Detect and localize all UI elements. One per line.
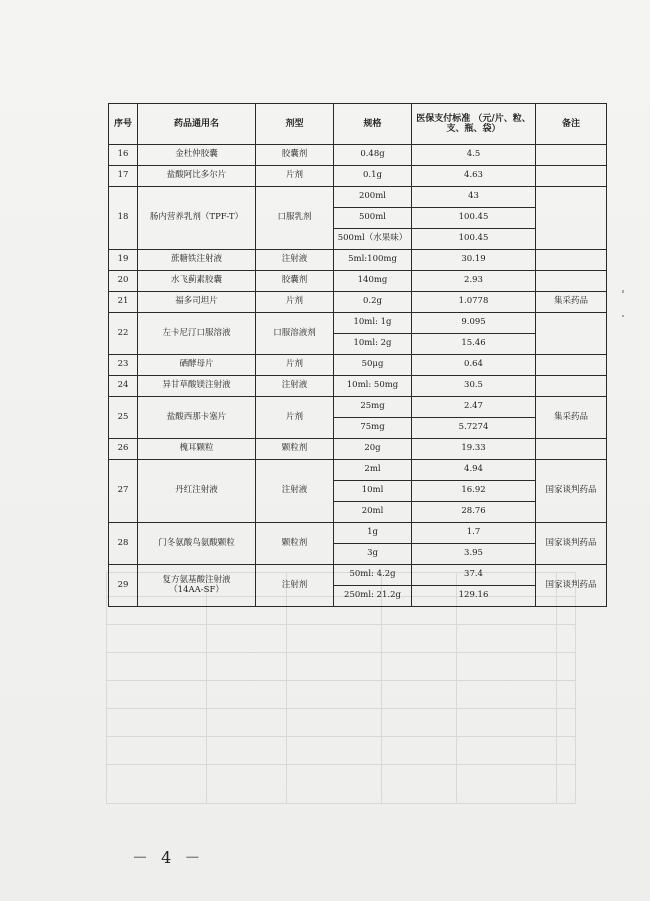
header-name: 药品通用名 — [138, 104, 256, 145]
cell-price: 43 — [412, 187, 536, 208]
cell-price: 4.63 — [412, 166, 536, 187]
cell-no: 29 — [109, 565, 138, 607]
cell-name: 左卡尼汀口服溶液 — [138, 313, 256, 355]
cell-note — [536, 376, 607, 397]
cell-price: 28.76 — [412, 502, 536, 523]
cell-note — [536, 271, 607, 292]
cell-spec: 2ml — [334, 460, 412, 481]
cell-spec: 200ml — [334, 187, 412, 208]
cell-no: 16 — [109, 145, 138, 166]
cell-form: 注射液 — [256, 250, 334, 271]
cell-no: 23 — [109, 355, 138, 376]
cell-spec: 140mg — [334, 271, 412, 292]
cell-no: 19 — [109, 250, 138, 271]
cell-note — [536, 439, 607, 460]
cell-no: 17 — [109, 166, 138, 187]
cell-spec: 10ml — [334, 481, 412, 502]
cell-spec: 75mg — [334, 418, 412, 439]
cell-form: 颗粒剂 — [256, 523, 334, 565]
header-price: 医保支付标准 （元/片、粒、支、瓶、袋） — [412, 104, 536, 145]
cell-price: 16.92 — [412, 481, 536, 502]
cell-spec: 5ml:100mg — [334, 250, 412, 271]
cell-note — [536, 250, 607, 271]
table-row — [109, 397, 607, 418]
cell-no: 20 — [109, 271, 138, 292]
header-spec: 规格 — [334, 104, 412, 145]
table-row — [109, 292, 607, 313]
cell-form: 胶囊剂 — [256, 271, 334, 292]
cell-name: 福多司坦片 — [138, 292, 256, 313]
cell-spec: 10ml: 1g — [334, 313, 412, 334]
cell-spec: 20g — [334, 439, 412, 460]
table-row — [109, 439, 607, 460]
cell-spec: 10ml: 2g — [334, 334, 412, 355]
cell-spec: 50μg — [334, 355, 412, 376]
table-row — [109, 271, 607, 292]
cell-name: 丹红注射液 — [138, 460, 256, 523]
table-row — [109, 355, 607, 376]
table-row — [109, 145, 607, 166]
header-note: 备注 — [536, 104, 607, 145]
margin-mark — [622, 290, 624, 293]
cell-note — [536, 145, 607, 166]
cell-no: 22 — [109, 313, 138, 355]
table-row — [109, 460, 607, 481]
cell-spec: 10ml: 50mg — [334, 376, 412, 397]
cell-spec: 500ml（水果味） — [334, 229, 412, 250]
cell-price: 15.46 — [412, 334, 536, 355]
table-row — [109, 250, 607, 271]
table-header-row — [109, 104, 607, 145]
cell-name: 肠内营养乳剂（TPF-T） — [138, 187, 256, 250]
cell-form: 注射剂 — [256, 565, 334, 607]
table-row — [109, 523, 607, 544]
cell-no: 28 — [109, 523, 138, 565]
cell-price: 37.4 — [412, 565, 536, 586]
cell-spec: 25mg — [334, 397, 412, 418]
cell-name: 盐酸西那卡塞片 — [138, 397, 256, 439]
cell-price: 30.5 — [412, 376, 536, 397]
cell-form: 片剂 — [256, 166, 334, 187]
cell-price: 5.7274 — [412, 418, 536, 439]
cell-form: 片剂 — [256, 397, 334, 439]
cell-note: 国家谈判药品 — [536, 523, 607, 565]
cell-note: 集采药品 — [536, 397, 607, 439]
cell-price: 100.45 — [412, 229, 536, 250]
cell-no: 18 — [109, 187, 138, 250]
table-row — [109, 565, 607, 586]
cell-note: 集采药品 — [536, 292, 607, 313]
cell-form: 片剂 — [256, 355, 334, 376]
cell-price: 3.95 — [412, 544, 536, 565]
cell-price: 9.095 — [412, 313, 536, 334]
cell-price: 2.47 — [412, 397, 536, 418]
cell-form: 注射液 — [256, 460, 334, 523]
drug-price-table — [108, 103, 607, 607]
margin-mark — [622, 315, 624, 317]
header-form: 剂型 — [256, 104, 334, 145]
cell-no: 27 — [109, 460, 138, 523]
cell-name-line1: 复方氨基酸注射液 — [162, 574, 231, 585]
cell-spec: 500ml — [334, 208, 412, 229]
cell-price: 1.0778 — [412, 292, 536, 313]
cell-price: 19.33 — [412, 439, 536, 460]
cell-note — [536, 187, 607, 250]
table-row — [109, 313, 607, 334]
cell-price: 30.19 — [412, 250, 536, 271]
cell-name — [138, 565, 256, 607]
cell-price: 4.5 — [412, 145, 536, 166]
table-row — [109, 166, 607, 187]
cell-name: 异甘草酸镁注射液 — [138, 376, 256, 397]
cell-spec: 0.48g — [334, 145, 412, 166]
table-row — [109, 376, 607, 397]
cell-name-line2: （14AA-SF） — [169, 584, 224, 595]
cell-spec: 1g — [334, 523, 412, 544]
header-no: 序号 — [109, 104, 138, 145]
cell-spec: 250ml: 21.2g — [334, 586, 412, 607]
cell-spec: 0.2g — [334, 292, 412, 313]
cell-form: 胶囊剂 — [256, 145, 334, 166]
cell-no: 21 — [109, 292, 138, 313]
cell-spec: 20ml — [334, 502, 412, 523]
cell-price: 129.16 — [412, 586, 536, 607]
cell-price: 2.93 — [412, 271, 536, 292]
cell-note — [536, 313, 607, 355]
table-row — [109, 187, 607, 208]
cell-price: 100.45 — [412, 208, 536, 229]
cell-name: 硒酵母片 — [138, 355, 256, 376]
cell-spec: 0.1g — [334, 166, 412, 187]
cell-form: 颗粒剂 — [256, 439, 334, 460]
page-number: － 4 － — [132, 848, 205, 867]
cell-name: 盐酸阿比多尔片 — [138, 166, 256, 187]
cell-note — [536, 166, 607, 187]
cell-name: 门冬氨酸鸟氨酸颗粒 — [138, 523, 256, 565]
cell-no: 24 — [109, 376, 138, 397]
cell-no: 25 — [109, 397, 138, 439]
cell-note: 国家谈判药品 — [536, 460, 607, 523]
cell-note: 国家谈判药品 — [536, 565, 607, 607]
cell-name: 金杜仲胶囊 — [138, 145, 256, 166]
cell-name: 水飞蓟素胶囊 — [138, 271, 256, 292]
cell-form: 注射液 — [256, 376, 334, 397]
cell-spec: 50ml: 4.2g — [334, 565, 412, 586]
cell-price: 4.94 — [412, 460, 536, 481]
cell-form: 片剂 — [256, 292, 334, 313]
cell-price: 0.64 — [412, 355, 536, 376]
cell-name: 蔗糖铁注射液 — [138, 250, 256, 271]
cell-note — [536, 355, 607, 376]
cell-form: 口服溶液剂 — [256, 313, 334, 355]
cell-no: 26 — [109, 439, 138, 460]
cell-form: 口服乳剂 — [256, 187, 334, 250]
cell-name: 槐耳颗粒 — [138, 439, 256, 460]
cell-spec: 3g — [334, 544, 412, 565]
cell-price: 1.7 — [412, 523, 536, 544]
